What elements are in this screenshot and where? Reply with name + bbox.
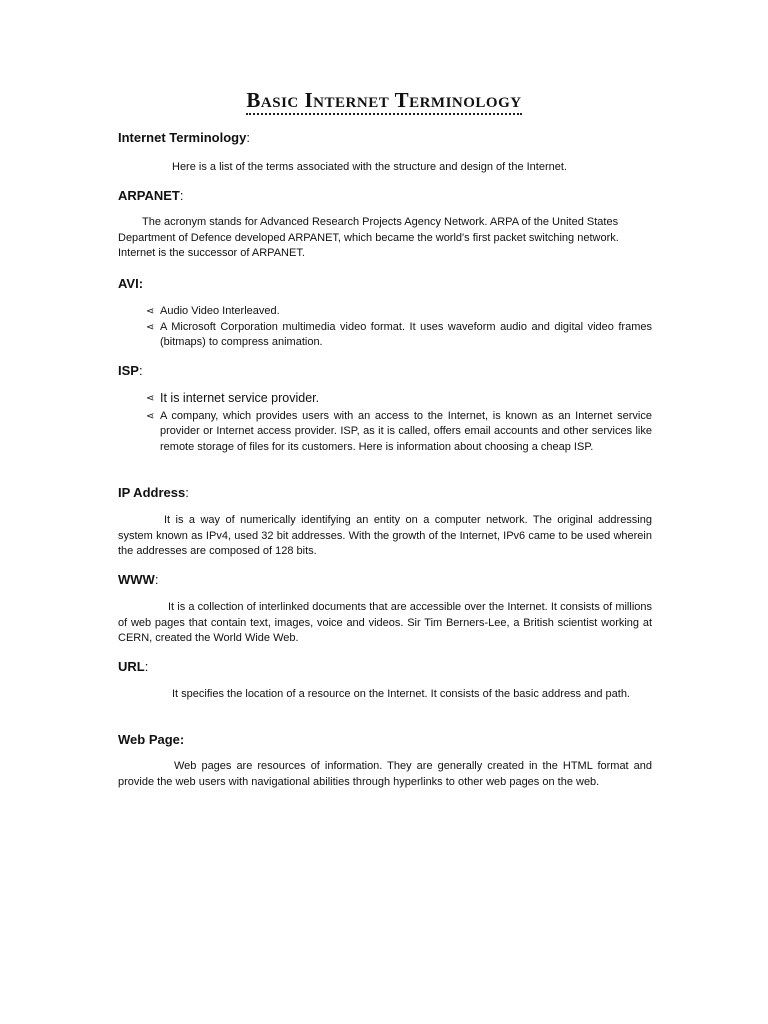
heading-avi: AVI:	[118, 276, 144, 291]
arrow-bullet-icon: ⋖	[146, 410, 155, 422]
heading-web-page: Web Page:	[118, 732, 185, 747]
heading-arpanet: ARPANET:	[118, 188, 184, 203]
list-item: ⋖ A Microsoft Corporation multimedia video format. It uses waveform audio and digital video frames (bitmaps) to compress animation.	[146, 320, 652, 348]
paragraph-url: It specifies the location of a resource on the Internet. It consists of the basic address and path.	[172, 688, 630, 700]
title-text: Basic Internet Terminology	[246, 88, 521, 115]
heading-url: URL:	[118, 659, 149, 674]
list-item: ⋖ A company, which provides users with an access to the Internet, is known as an Internet service provider or Internet access provider. ISP, as it is called, offers email accounts and other services like remote storage of files for its customers. Here is information about choosing a cheap ISP.	[146, 409, 652, 453]
heading-ip-address: IP Address:	[118, 485, 189, 500]
list-item: ⋖ It is internet service provider.	[146, 391, 320, 405]
paragraph-www: It is a collection of interlinked documents that are accessible over the Internet. It consists of millions of web pages that contain text, images, voice and videos. Sir Tim Berners-Lee, a British scientist working at CERN, created the World Wide Web.	[118, 601, 652, 644]
arrow-bullet-icon: ⋖	[146, 393, 155, 404]
list-item: ⋖ Audio Video Interleaved.	[146, 304, 652, 320]
paragraph-ip-address: It is a way of numerically identifying an entity on a computer network. The original addressing system known as IPv4, used 32 bit addresses. With the growth of the Internet, IPv6 came to be used wherein the addresses are composed of 128 bits.	[118, 514, 652, 557]
paragraph-arpanet: The acronym stands for Advanced Research Projects Agency Network. ARPA of the United States Department of Defence developed ARPANET, which became the world's first packet switching network. Internet is the successor of ARPANET.	[118, 216, 619, 259]
list-isp	[146, 391, 652, 455]
heading-isp: ISP:	[118, 363, 143, 378]
paragraph-web-page: Web pages are resources of information. They are generally created in the HTML format and provide the web users with navigational abilities through hyperlinks to other web pages on the web.	[118, 760, 652, 788]
heading-internet-terminology: Internet Terminology:	[118, 130, 250, 145]
arrow-bullet-icon: ⋖	[146, 306, 155, 317]
document-title	[0, 88, 768, 113]
heading-www: WWW:	[118, 572, 159, 587]
arrow-bullet-icon: ⋖	[146, 321, 155, 333]
paragraph-internet-terminology: Here is a list of the terms associated with the structure and design of the Internet.	[172, 161, 567, 173]
list-avi	[146, 304, 652, 351]
